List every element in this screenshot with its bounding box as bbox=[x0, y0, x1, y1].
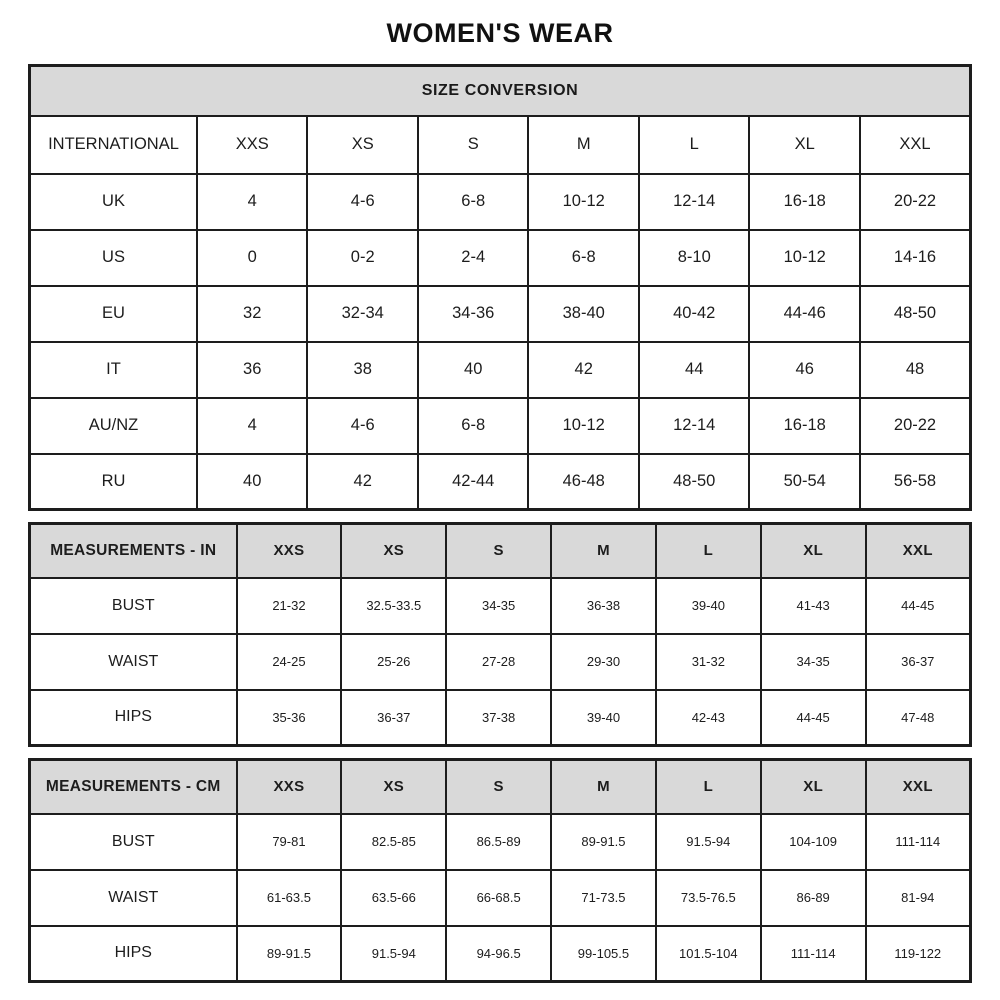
table-row-bust-in bbox=[30, 578, 971, 634]
size-cell: 44-46 bbox=[749, 286, 860, 342]
measurement-cell: 29-30 bbox=[551, 634, 656, 690]
size-cell: 8-10 bbox=[639, 230, 750, 286]
column-header-xs: XS bbox=[307, 116, 418, 174]
column-header-l: L bbox=[656, 524, 761, 578]
size-cell: 10-12 bbox=[528, 174, 639, 230]
table-row-it bbox=[30, 342, 971, 398]
measurement-cell: 73.5-76.5 bbox=[656, 870, 761, 926]
measurement-cell: 66-68.5 bbox=[446, 870, 551, 926]
column-header-xxs: XXS bbox=[237, 524, 342, 578]
measurement-cell: 42-43 bbox=[656, 690, 761, 746]
row-label: EU bbox=[30, 286, 197, 342]
row-label: RU bbox=[30, 454, 197, 510]
size-cell: 16-18 bbox=[749, 174, 860, 230]
measurement-cell: 94-96.5 bbox=[446, 926, 551, 982]
column-header-international: INTERNATIONAL bbox=[30, 116, 197, 174]
measurement-cell: 91.5-94 bbox=[341, 926, 446, 982]
size-cell: 48 bbox=[860, 342, 971, 398]
measurement-cell: 36-37 bbox=[341, 690, 446, 746]
measurement-cell: 34-35 bbox=[446, 578, 551, 634]
measurement-cell: 44-45 bbox=[761, 690, 866, 746]
row-label: UK bbox=[30, 174, 197, 230]
measurements-cm-table bbox=[28, 758, 972, 983]
column-header-xl: XL bbox=[761, 760, 866, 814]
measurement-cell: 36-37 bbox=[866, 634, 971, 690]
measurement-cell: 119-122 bbox=[866, 926, 971, 982]
measurement-cell: 79-81 bbox=[237, 814, 342, 870]
row-label: IT bbox=[30, 342, 197, 398]
size-cell: 50-54 bbox=[749, 454, 860, 510]
row-label: HIPS bbox=[30, 926, 237, 982]
column-header-m: M bbox=[528, 116, 639, 174]
size-cell: 42 bbox=[528, 342, 639, 398]
table-row-eu bbox=[30, 286, 971, 342]
size-cell: 6-8 bbox=[418, 398, 529, 454]
measurement-cell: 86.5-89 bbox=[446, 814, 551, 870]
row-label: WAIST bbox=[30, 870, 237, 926]
size-cell: 42-44 bbox=[418, 454, 529, 510]
size-cell: 34-36 bbox=[418, 286, 529, 342]
measurement-cell: 71-73.5 bbox=[551, 870, 656, 926]
measurement-cell: 31-32 bbox=[656, 634, 761, 690]
measurement-cell: 104-109 bbox=[761, 814, 866, 870]
size-cell: 10-12 bbox=[749, 230, 860, 286]
size-cell: 6-8 bbox=[528, 230, 639, 286]
size-cell: 20-22 bbox=[860, 174, 971, 230]
size-cell: 4-6 bbox=[307, 398, 418, 454]
size-cell: 44 bbox=[639, 342, 750, 398]
table-row-bust-cm bbox=[30, 814, 971, 870]
measurement-cell: 99-105.5 bbox=[551, 926, 656, 982]
measurement-cell: 34-35 bbox=[761, 634, 866, 690]
size-cell: 46 bbox=[749, 342, 860, 398]
size-cell: 40 bbox=[418, 342, 529, 398]
column-header-s: S bbox=[418, 116, 529, 174]
column-header-row bbox=[30, 116, 971, 174]
column-header-m: M bbox=[551, 760, 656, 814]
measurement-cell: 41-43 bbox=[761, 578, 866, 634]
table-title-row bbox=[30, 66, 971, 116]
table-row-us bbox=[30, 230, 971, 286]
size-cell: 46-48 bbox=[528, 454, 639, 510]
size-cell: 20-22 bbox=[860, 398, 971, 454]
measurement-cell: 61-63.5 bbox=[237, 870, 342, 926]
measurements-cm-title: MEASUREMENTS - CM bbox=[30, 760, 237, 814]
size-cell: 38 bbox=[307, 342, 418, 398]
size-cell: 12-14 bbox=[639, 174, 750, 230]
column-header-xxl: XXL bbox=[860, 116, 971, 174]
measurement-cell: 27-28 bbox=[446, 634, 551, 690]
size-cell: 36 bbox=[197, 342, 308, 398]
size-cell: 40 bbox=[197, 454, 308, 510]
column-header-xs: XS bbox=[341, 760, 446, 814]
measurement-cell: 37-38 bbox=[446, 690, 551, 746]
column-header-xxs: XXS bbox=[197, 116, 308, 174]
size-cell: 12-14 bbox=[639, 398, 750, 454]
column-header-xxl: XXL bbox=[866, 760, 971, 814]
row-label: WAIST bbox=[30, 634, 237, 690]
measurement-cell: 81-94 bbox=[866, 870, 971, 926]
size-conversion-title: SIZE CONVERSION bbox=[30, 66, 971, 116]
size-cell: 4-6 bbox=[307, 174, 418, 230]
size-cell: 6-8 bbox=[418, 174, 529, 230]
measurement-cell: 21-32 bbox=[237, 578, 342, 634]
measurement-cell: 89-91.5 bbox=[551, 814, 656, 870]
size-cell: 48-50 bbox=[639, 454, 750, 510]
size-cell: 32-34 bbox=[307, 286, 418, 342]
table-row-waist-cm bbox=[30, 870, 971, 926]
table-row-uk bbox=[30, 174, 971, 230]
size-cell: 0 bbox=[197, 230, 308, 286]
measurement-cell: 82.5-85 bbox=[341, 814, 446, 870]
column-header-xxl: XXL bbox=[866, 524, 971, 578]
column-header-l: L bbox=[656, 760, 761, 814]
size-conversion-table bbox=[28, 64, 972, 511]
measurement-cell: 44-45 bbox=[866, 578, 971, 634]
measurement-cell: 101.5-104 bbox=[656, 926, 761, 982]
column-header-row bbox=[30, 760, 971, 814]
measurement-cell: 36-38 bbox=[551, 578, 656, 634]
page-title: WOMEN'S WEAR bbox=[386, 18, 614, 48]
size-cell: 56-58 bbox=[860, 454, 971, 510]
size-cell: 40-42 bbox=[639, 286, 750, 342]
column-header-m: M bbox=[551, 524, 656, 578]
size-cell: 16-18 bbox=[749, 398, 860, 454]
measurement-cell: 24-25 bbox=[237, 634, 342, 690]
measurement-cell: 25-26 bbox=[341, 634, 446, 690]
measurement-cell: 35-36 bbox=[237, 690, 342, 746]
column-header-l: L bbox=[639, 116, 750, 174]
column-header-s: S bbox=[446, 524, 551, 578]
column-header-xxs: XXS bbox=[237, 760, 342, 814]
measurement-cell: 111-114 bbox=[866, 814, 971, 870]
measurements-in-table bbox=[28, 522, 972, 747]
table-row-hips-cm bbox=[30, 926, 971, 982]
row-label: BUST bbox=[30, 814, 237, 870]
size-cell: 32 bbox=[197, 286, 308, 342]
size-cell: 2-4 bbox=[418, 230, 529, 286]
table-row-ru bbox=[30, 454, 971, 510]
measurement-cell: 63.5-66 bbox=[341, 870, 446, 926]
size-cell: 4 bbox=[197, 398, 308, 454]
row-label: BUST bbox=[30, 578, 237, 634]
measurement-cell: 39-40 bbox=[551, 690, 656, 746]
column-header-row bbox=[30, 524, 971, 578]
size-cell: 14-16 bbox=[860, 230, 971, 286]
column-header-xl: XL bbox=[761, 524, 866, 578]
row-label: AU/NZ bbox=[30, 398, 197, 454]
measurements-in-title: MEASUREMENTS - IN bbox=[30, 524, 237, 578]
table-row-hips-in bbox=[30, 690, 971, 746]
measurement-cell: 32.5-33.5 bbox=[341, 578, 446, 634]
measurement-cell: 111-114 bbox=[761, 926, 866, 982]
size-cell: 42 bbox=[307, 454, 418, 510]
size-cell: 0-2 bbox=[307, 230, 418, 286]
size-cell: 10-12 bbox=[528, 398, 639, 454]
measurement-cell: 86-89 bbox=[761, 870, 866, 926]
row-label: HIPS bbox=[30, 690, 237, 746]
measurement-cell: 47-48 bbox=[866, 690, 971, 746]
size-cell: 48-50 bbox=[860, 286, 971, 342]
table-row-waist-in bbox=[30, 634, 971, 690]
size-cell: 4 bbox=[197, 174, 308, 230]
measurement-cell: 39-40 bbox=[656, 578, 761, 634]
measurement-cell: 89-91.5 bbox=[237, 926, 342, 982]
row-label: US bbox=[30, 230, 197, 286]
column-header-xl: XL bbox=[749, 116, 860, 174]
size-cell: 38-40 bbox=[528, 286, 639, 342]
column-header-xs: XS bbox=[341, 524, 446, 578]
column-header-s: S bbox=[446, 760, 551, 814]
table-row-aunz bbox=[30, 398, 971, 454]
measurement-cell: 91.5-94 bbox=[656, 814, 761, 870]
